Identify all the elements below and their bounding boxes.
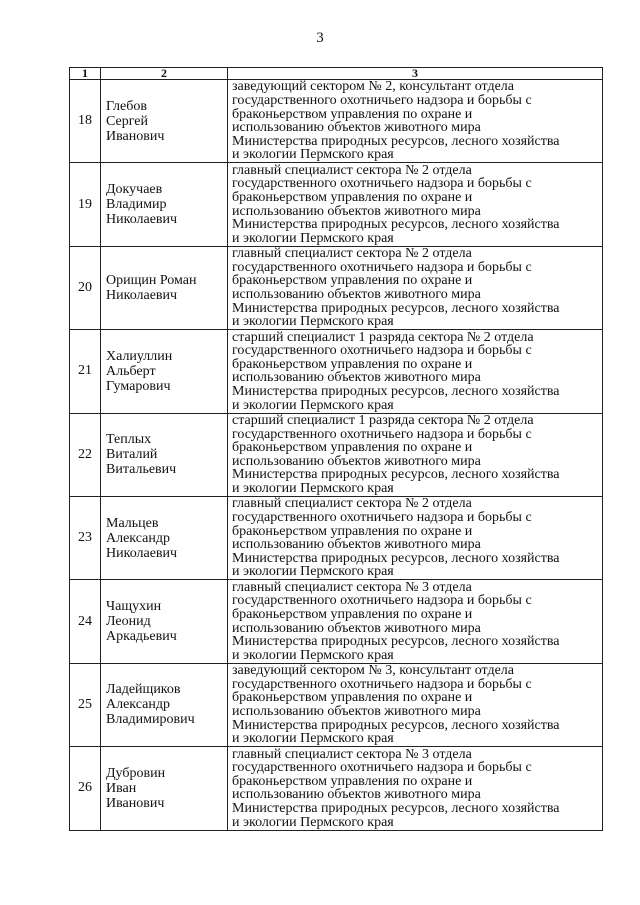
employee-name-line: Теплых <box>106 432 152 448</box>
employee-name-line: Владимир <box>106 197 167 213</box>
position-line: браконьерством управления по охране и <box>232 356 473 372</box>
employee-position <box>228 413 603 496</box>
position-line: использованию объектов животного мира <box>232 453 481 469</box>
employee-name <box>101 747 228 830</box>
employee-name <box>101 330 228 413</box>
position-line: браконьерством управления по охране и <box>232 273 473 289</box>
table-row <box>70 80 603 163</box>
column-header-number: 1 <box>70 68 101 80</box>
position-line: главный специалист сектора № 2 отдела <box>232 246 472 262</box>
position-line: использованию объектов животного мира <box>232 703 481 719</box>
row-number: 22 <box>70 413 101 496</box>
position-line: Министерства природных ресурсов, лесного хозяйства <box>232 800 560 816</box>
row-number: 24 <box>70 580 101 663</box>
employee-name <box>101 663 228 746</box>
table-row <box>70 496 603 579</box>
position-line: использованию объектов животного мира <box>232 370 481 386</box>
employee-name-line: Дубровин <box>106 765 166 781</box>
row-number: 26 <box>70 747 101 830</box>
employee-name <box>101 163 228 246</box>
employee-name-line: Чащухин <box>106 599 162 615</box>
position-line: государственного охотничьего надзора и борьбы с <box>232 676 532 692</box>
employee-name-line: Александр <box>106 530 170 546</box>
position-line: главный специалист сектора № 3 отдела <box>232 746 472 762</box>
position-line: браконьерством управления по охране и <box>232 690 473 706</box>
position-line: государственного охотничьего надзора и борьбы с <box>232 93 532 108</box>
table-row <box>70 747 603 830</box>
employee-name-line: Аркадьевич <box>106 629 177 645</box>
position-line: использованию объектов животного мира <box>232 537 481 553</box>
employee-name-line: Леонид <box>106 614 151 630</box>
employee-name <box>101 580 228 663</box>
position-line: использованию объектов животного мира <box>232 787 481 803</box>
table-row <box>70 413 603 496</box>
position-line: заведующий сектором № 3, консультант отдела <box>232 663 514 679</box>
employee-name <box>101 496 228 579</box>
position-line: Министерства природных ресурсов, лесного хозяйства <box>232 550 560 566</box>
position-line: государственного охотничьего надзора и борьбы с <box>232 593 532 609</box>
position-line: Министерства природных ресурсов, лесного хозяйства <box>232 717 560 733</box>
position-line: Министерства природных ресурсов, лесного хозяйства <box>232 300 560 316</box>
position-line: Министерства природных ресурсов, лесного хозяйства <box>232 217 560 233</box>
employee-name-line: Орищин Роман <box>106 272 197 288</box>
employee-name-line: Александр <box>106 697 170 713</box>
position-line: государственного охотничьего надзора и борьбы с <box>232 259 532 275</box>
position-line: использованию объектов животного мира <box>232 286 481 302</box>
employee-name <box>101 80 228 163</box>
table-row <box>70 330 603 413</box>
position-line: использованию объектов животного мира <box>232 120 481 136</box>
position-line: Министерства природных ресурсов, лесного хозяйства <box>232 133 560 149</box>
row-number: 23 <box>70 496 101 579</box>
employee-name-line: Витальевич <box>106 462 177 478</box>
employee-name-line: Иван <box>106 780 137 796</box>
position-line: и экологии Пермского края <box>232 564 394 580</box>
position-line: браконьерством управления по охране и <box>232 106 473 122</box>
employee-name-line: Ладейщиков <box>106 682 181 698</box>
column-header-position: 3 <box>228 68 603 80</box>
employee-name-line: Иванович <box>106 795 165 811</box>
employee-position <box>228 496 603 579</box>
row-number: 25 <box>70 663 101 746</box>
employee-name-line: Николаевич <box>106 212 178 228</box>
employee-name-line: Владимирович <box>106 712 195 728</box>
position-line: Министерства природных ресурсов, лесного хозяйства <box>232 467 560 483</box>
position-line: браконьерством управления по охране и <box>232 606 473 622</box>
employee-position <box>228 246 603 329</box>
employee-name-line: Виталий <box>106 447 158 463</box>
position-line: и экологии Пермского края <box>232 314 394 330</box>
table-row <box>70 580 603 663</box>
position-line: браконьерством управления по охране и <box>232 523 473 539</box>
row-number: 21 <box>70 330 101 413</box>
position-line: главный специалист сектора № 2 отдела <box>232 162 472 178</box>
position-line: старший специалист 1 разряда сектора № 2 отдела <box>232 329 534 345</box>
employee-name-line: Гумарович <box>106 378 171 394</box>
position-line: и экологии Пермского края <box>232 814 394 830</box>
employee-position <box>228 80 603 163</box>
position-line: главный специалист сектора № 3 отдела <box>232 579 472 595</box>
employee-position <box>228 330 603 413</box>
position-line: и экологии Пермского края <box>232 147 394 163</box>
table-row <box>70 163 603 246</box>
position-line: государственного охотничьего надзора и борьбы с <box>232 343 532 359</box>
employee-name-line: Николаевич <box>106 287 178 303</box>
position-line: государственного охотничьего надзора и борьбы с <box>232 760 532 776</box>
position-line: Министерства природных ресурсов, лесного хозяйства <box>232 383 560 399</box>
position-line: и экологии Пермского края <box>232 647 394 663</box>
employee-position <box>228 580 603 663</box>
employee-position <box>228 747 603 830</box>
row-number: 19 <box>70 163 101 246</box>
position-line: государственного охотничьего надзора и борьбы с <box>232 509 532 525</box>
position-line: браконьерством управления по охране и <box>232 773 473 789</box>
employee-name <box>101 246 228 329</box>
employee-position <box>228 663 603 746</box>
employee-name-line: Глебов <box>106 98 147 114</box>
page-number: 3 <box>316 30 324 46</box>
employee-name-line: Иванович <box>106 128 165 144</box>
staff-table <box>69 67 603 831</box>
column-header-name: 2 <box>101 68 228 80</box>
employee-name-line: Халиуллин <box>106 348 173 364</box>
position-line: государственного охотничьего надзора и борьбы с <box>232 426 532 442</box>
employee-name-line: Докучаев <box>106 182 163 198</box>
row-number: 18 <box>70 80 101 163</box>
position-line: и экологии Пермского края <box>232 397 394 413</box>
position-line: и экологии Пермского края <box>232 480 394 496</box>
employee-name-line: Альберт <box>106 363 156 379</box>
table-row <box>70 246 603 329</box>
employee-name <box>101 413 228 496</box>
position-line: браконьерством управления по охране и <box>232 440 473 456</box>
position-line: браконьерством управления по охране и <box>232 189 473 205</box>
position-line: государственного охотничьего надзора и борьбы с <box>232 176 532 192</box>
employee-name-line: Сергей <box>106 113 148 129</box>
position-line: и экологии Пермского края <box>232 731 394 747</box>
position-line: заведующий сектором № 2, консультант отдела <box>232 79 514 95</box>
position-line: использованию объектов животного мира <box>232 203 481 219</box>
table-row <box>70 663 603 746</box>
position-line: использованию объектов животного мира <box>232 620 481 636</box>
employee-position <box>228 163 603 246</box>
position-line: Министерства природных ресурсов, лесного хозяйства <box>232 634 560 650</box>
employee-name-line: Мальцев <box>106 515 159 531</box>
position-line: и экологии Пермского края <box>232 230 394 246</box>
table-header-row <box>70 68 603 80</box>
employee-name-line: Николаевич <box>106 545 178 561</box>
position-line: старший специалист 1 разряда сектора № 2 отдела <box>232 413 534 428</box>
position-line: главный специалист сектора № 2 отдела <box>232 496 472 512</box>
row-number: 20 <box>70 246 101 329</box>
